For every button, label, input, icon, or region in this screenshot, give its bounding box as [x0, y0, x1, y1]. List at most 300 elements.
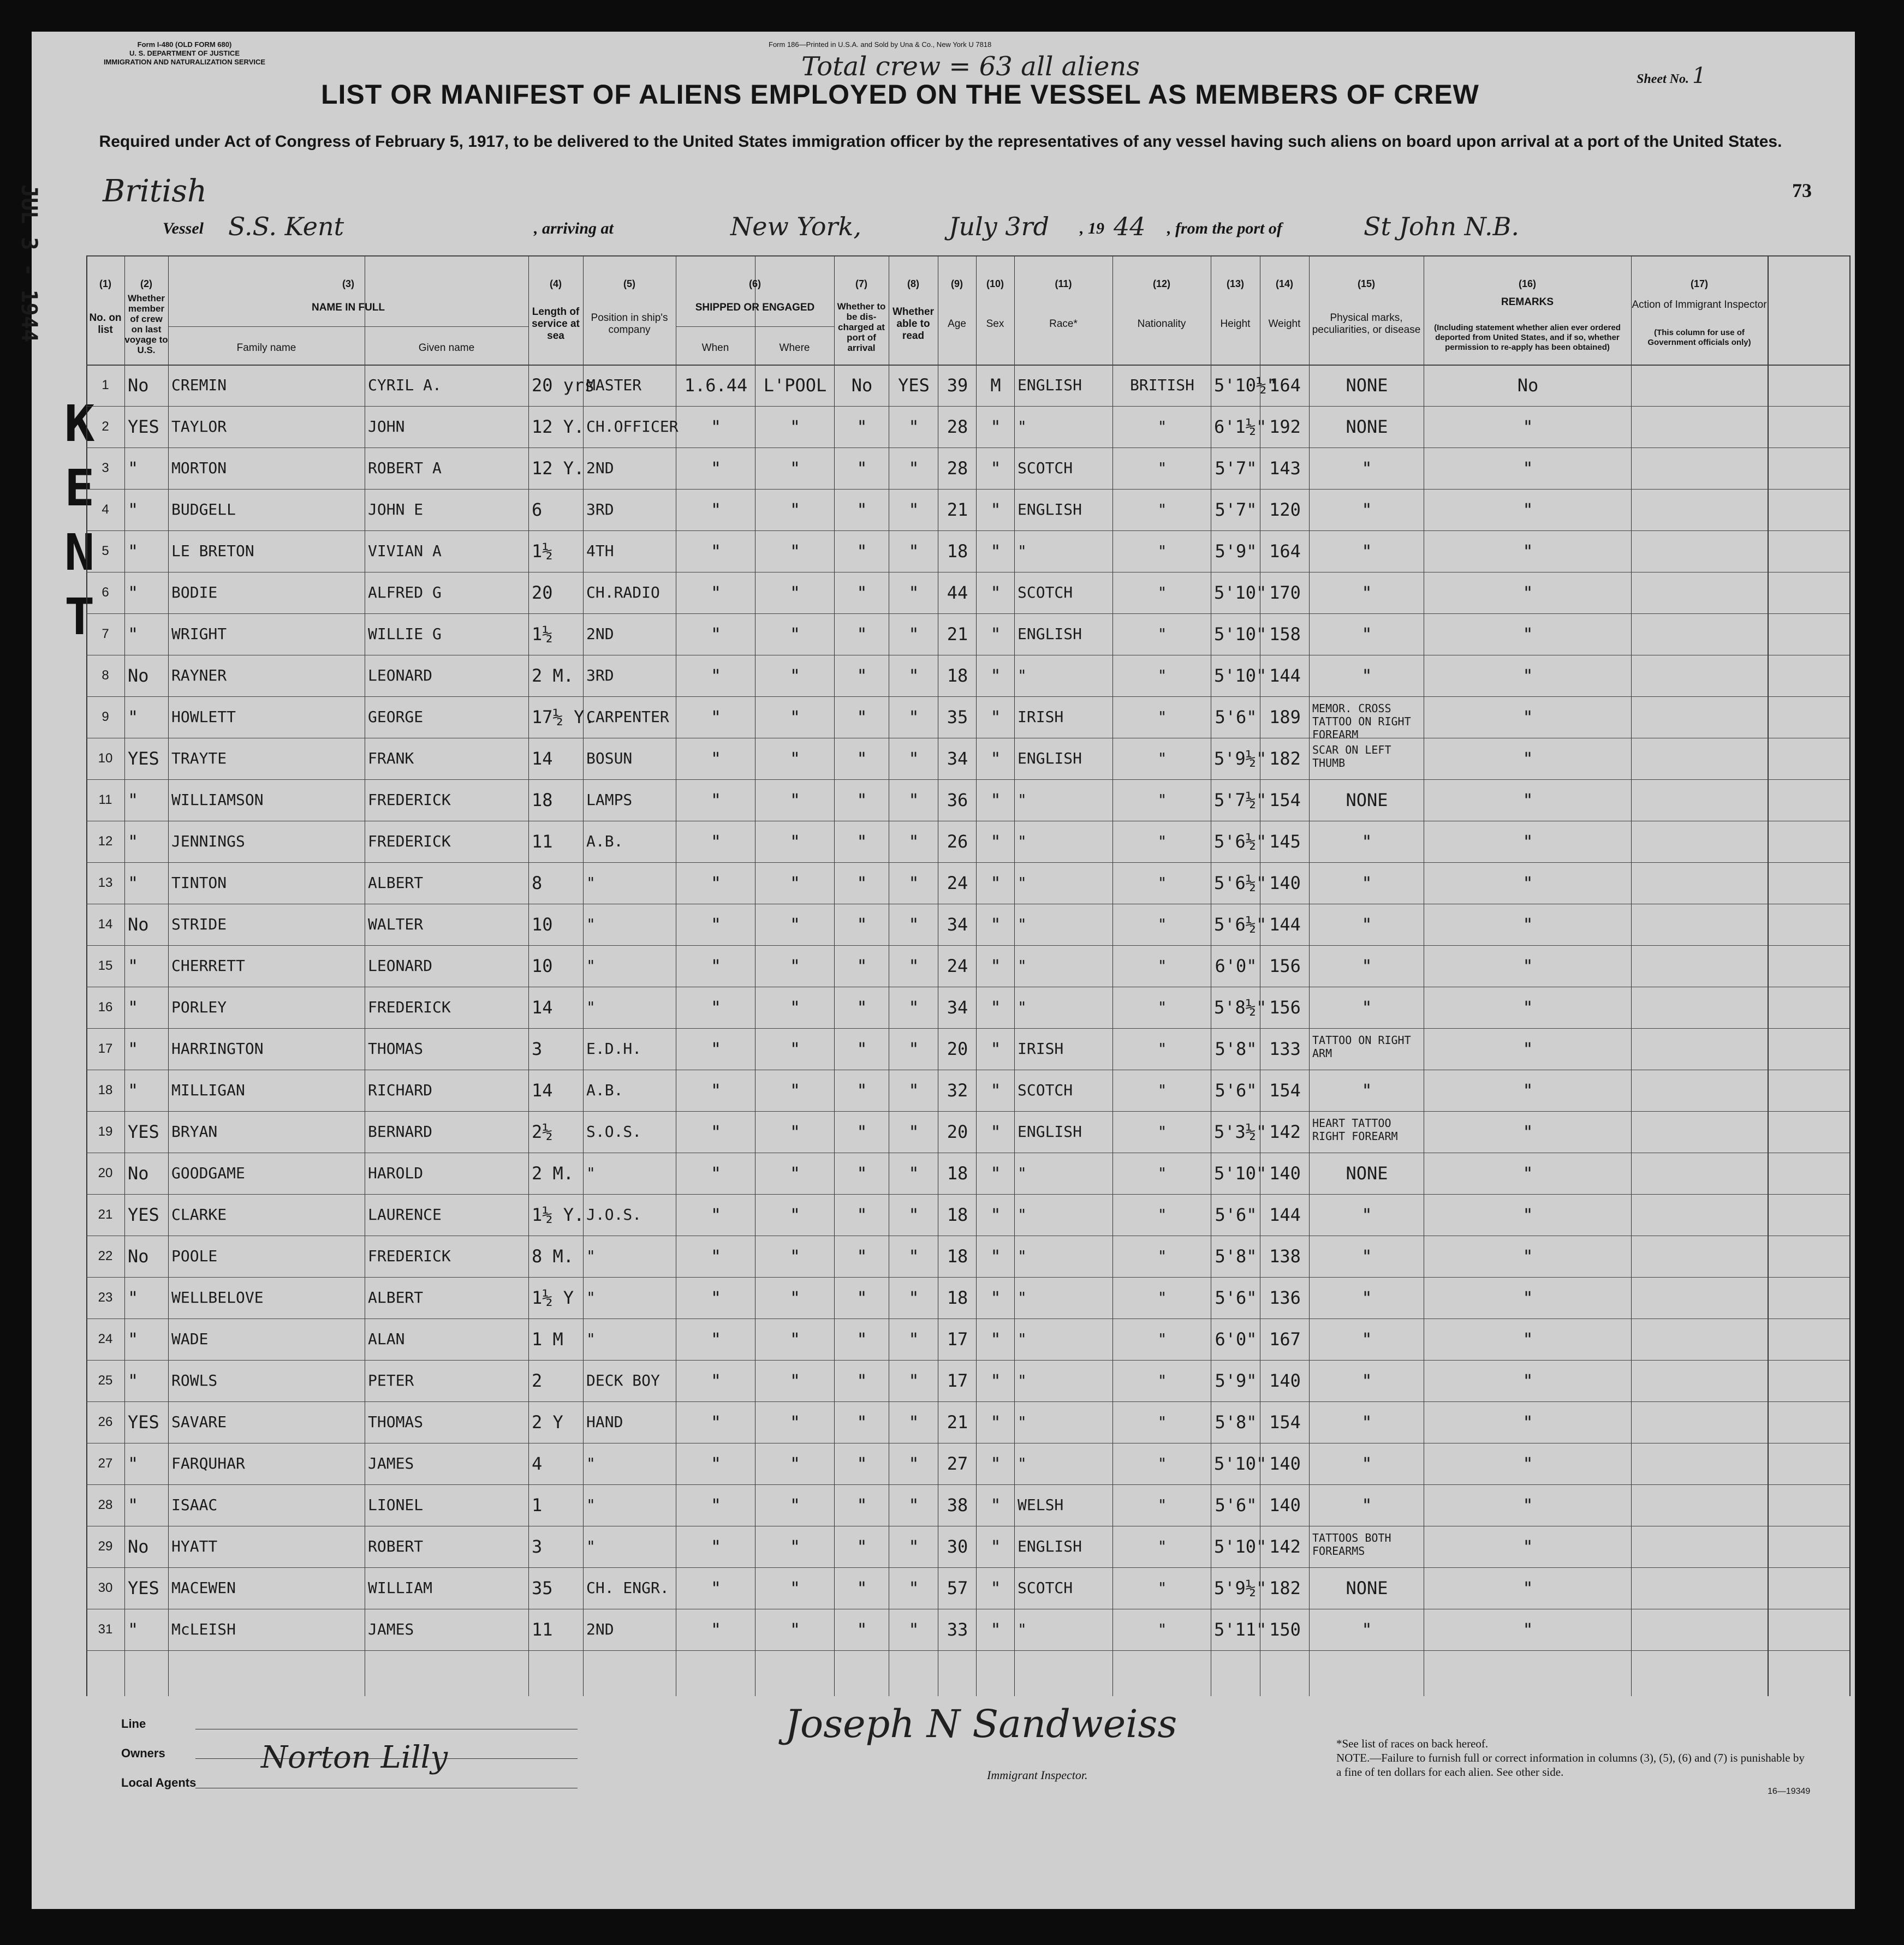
- cell-service-length: 1 M: [532, 1329, 563, 1350]
- cell-row-number: 30: [98, 1580, 113, 1595]
- cell-able-to-read: ": [908, 997, 919, 1018]
- cell-nationality: ": [1157, 708, 1167, 726]
- cell-family-name: RAYNER: [171, 666, 227, 684]
- cell-age: 27: [947, 1453, 968, 1474]
- cell-family-name: TAYLOR: [171, 417, 227, 435]
- cell-service-length: 8 M.: [532, 1246, 574, 1267]
- cell-row-number: 8: [102, 668, 109, 683]
- subheader-rule: [168, 326, 528, 327]
- cell-able-to-read: YES: [898, 375, 930, 396]
- cell-physical-marks: HEART TATTOO RIGHT FOREARM: [1312, 1117, 1398, 1143]
- cell-remarks: ": [1522, 1121, 1533, 1142]
- margin-letter: K: [64, 395, 95, 453]
- cell-family-name: WADE: [171, 1330, 209, 1348]
- cell-remarks: ": [1522, 1578, 1533, 1598]
- cell-able-to-read: ": [908, 458, 919, 479]
- cell-age: 24: [947, 873, 968, 893]
- cell-family-name: ROWLS: [171, 1371, 218, 1389]
- cell-sex: ": [990, 997, 1001, 1018]
- cell-age: 39: [947, 375, 968, 396]
- cell-able-to-read: ": [908, 1204, 919, 1225]
- cell-sex: ": [990, 1619, 1001, 1640]
- cell-sex: ": [990, 1039, 1001, 1059]
- cell-able-to-read: ": [908, 541, 919, 562]
- col-header-remarks: REMARKS: [1501, 296, 1554, 308]
- cell-age: 35: [947, 707, 968, 727]
- cell-family-name: TINTON: [171, 874, 227, 892]
- cell-remarks: ": [1522, 624, 1533, 645]
- cell-given-name: HAROLD: [368, 1164, 424, 1182]
- cell-given-name: WALTER: [368, 915, 424, 933]
- cell-shipped-where: ": [789, 499, 801, 520]
- cell-given-name: FREDERICK: [368, 1247, 451, 1265]
- column-rule: [528, 255, 529, 1696]
- cell-sex: ": [990, 1578, 1001, 1598]
- cell-race: ": [1018, 832, 1027, 850]
- cell-sex: ": [990, 1453, 1001, 1474]
- cell-discharged: ": [856, 1039, 867, 1059]
- cell-sex: ": [990, 1329, 1001, 1350]
- cell-nationality: ": [1157, 1247, 1167, 1265]
- form-number: 16—19349: [1768, 1787, 1811, 1796]
- cell-position: LAMPS: [586, 791, 633, 809]
- cell-shipped-where: L'POOL: [763, 375, 827, 396]
- cell-given-name: ALBERT: [368, 874, 424, 892]
- cell-shipped-where: ": [789, 1619, 801, 1640]
- cell-nationality: ": [1157, 1123, 1167, 1141]
- col-header-action-sub: (This column for use of Government officials only): [1647, 328, 1751, 347]
- cell-able-to-read: ": [908, 873, 919, 893]
- cell-discharged: ": [856, 914, 867, 935]
- cell-position: CH.RADIO: [586, 583, 660, 601]
- cell-prev-voyage: ": [128, 1329, 139, 1350]
- cell-prev-voyage: No: [128, 1246, 149, 1267]
- cell-shipped-where: ": [789, 956, 801, 976]
- col-header-physical-marks: Physical marks, peculiarities, or disease: [1312, 312, 1421, 336]
- cell-physical-marks: ": [1361, 956, 1372, 976]
- cell-shipped-when: ": [710, 1370, 722, 1391]
- column-rule: [834, 255, 835, 1696]
- cell-remarks: ": [1522, 790, 1533, 810]
- cell-race: ": [1018, 1164, 1027, 1182]
- cell-position: A.B.: [586, 1081, 623, 1099]
- cell-height: 5'10": [1214, 582, 1267, 603]
- cell-given-name: VIVIAN A: [368, 542, 442, 560]
- cell-weight: 156: [1269, 956, 1301, 976]
- cell-row-number: 21: [98, 1207, 113, 1222]
- cell-nationality: ": [1157, 1454, 1167, 1472]
- cell-weight: 140: [1269, 1370, 1301, 1391]
- cell-weight: 138: [1269, 1246, 1301, 1267]
- cell-weight: 154: [1269, 1412, 1301, 1433]
- cell-given-name: JOHN E: [368, 500, 424, 518]
- cell-weight: 154: [1269, 1080, 1301, 1101]
- cell-remarks: ": [1522, 1039, 1533, 1059]
- cell-able-to-read: ": [908, 707, 919, 727]
- cell-prev-voyage: ": [128, 499, 139, 520]
- cell-service-length: 2 M.: [532, 665, 574, 686]
- column-number: (8): [907, 278, 919, 289]
- cell-given-name: ALBERT: [368, 1288, 424, 1306]
- cell-nationality: ": [1157, 625, 1167, 643]
- column-number: (5): [623, 278, 635, 289]
- cell-shipped-where: ": [789, 1039, 801, 1059]
- cell-position: 2ND: [586, 625, 614, 643]
- cell-physical-marks: ": [1361, 1287, 1372, 1308]
- cell-height: 5'6": [1215, 1495, 1257, 1516]
- cell-weight: 164: [1269, 375, 1301, 396]
- cell-weight: 156: [1269, 997, 1301, 1018]
- cell-shipped-where: ": [789, 458, 801, 479]
- cell-remarks: ": [1522, 873, 1533, 893]
- cell-position: 3RD: [586, 500, 614, 518]
- column-number: (2): [140, 278, 152, 289]
- cell-able-to-read: ": [908, 1495, 919, 1516]
- cell-discharged: ": [856, 1619, 867, 1640]
- cell-age: 26: [947, 831, 968, 852]
- cell-age: 38: [947, 1495, 968, 1516]
- cell-shipped-when: ": [710, 541, 722, 562]
- cell-sex: ": [990, 1246, 1001, 1267]
- cell-sex: ": [990, 831, 1001, 852]
- cell-physical-marks: ": [1361, 582, 1372, 603]
- cell-prev-voyage: ": [128, 831, 139, 852]
- cell-physical-marks: MEMOR. CROSS TATTOO ON RIGHT FOREARM: [1312, 702, 1411, 741]
- cell-nationality: ": [1157, 791, 1167, 809]
- column-rule: [168, 255, 169, 1696]
- cell-discharged: ": [856, 458, 867, 479]
- cell-remarks: ": [1522, 1619, 1533, 1640]
- cell-discharged: ": [856, 1329, 867, 1350]
- cell-age: 28: [947, 458, 968, 479]
- cell-row-number: 7: [102, 627, 109, 641]
- cell-race: WELSH: [1018, 1496, 1064, 1514]
- col-header-height: Height: [1220, 318, 1251, 330]
- vessel-nationality: British: [103, 174, 207, 209]
- cell-family-name: LE BRETON: [171, 542, 254, 560]
- cell-service-length: 12 Y.: [532, 416, 585, 437]
- manifest-footer: [86, 1702, 1849, 1904]
- total-crew-note: Total crew = 63 all aliens: [801, 51, 1140, 82]
- column-rule: [1309, 255, 1310, 1696]
- cell-weight: 140: [1269, 873, 1301, 893]
- cell-weight: 144: [1269, 1204, 1301, 1225]
- cell-shipped-where: ": [789, 1246, 801, 1267]
- margin-letter: N: [64, 523, 95, 582]
- column-number: (13): [1226, 278, 1244, 289]
- cell-row-number: 29: [98, 1539, 113, 1554]
- cell-service-length: 11: [532, 1619, 553, 1640]
- cell-race: IRISH: [1018, 708, 1064, 726]
- cell-discharged: ": [856, 873, 867, 893]
- cell-remarks: ": [1522, 1453, 1533, 1474]
- cell-physical-marks: ": [1361, 873, 1372, 893]
- cell-given-name: LAURENCE: [368, 1206, 442, 1224]
- col-header-no: No. on list: [89, 312, 122, 336]
- cell-given-name: FREDERICK: [368, 791, 451, 809]
- cell-row-number: 5: [102, 544, 109, 558]
- cell-race: ENGLISH: [1018, 749, 1082, 767]
- cell-row-number: 14: [98, 917, 113, 932]
- cell-age: 18: [947, 665, 968, 686]
- cell-service-length: 3: [532, 1536, 543, 1557]
- cell-position: 2ND: [586, 1620, 614, 1638]
- cell-age: 21: [947, 624, 968, 645]
- col-header-family: Family name: [236, 342, 296, 354]
- cell-weight: 164: [1269, 541, 1301, 562]
- cell-row-number: 25: [98, 1373, 113, 1388]
- cell-service-length: 6: [532, 499, 543, 520]
- cell-able-to-read: ": [908, 956, 919, 976]
- cell-row-number: 23: [98, 1290, 113, 1305]
- cell-weight: 182: [1269, 1578, 1301, 1598]
- page-mark: 73: [1792, 180, 1812, 201]
- cell-discharged: ": [856, 582, 867, 603]
- cell-family-name: HARRINGTON: [171, 1040, 264, 1058]
- cell-prev-voyage: No: [128, 1163, 149, 1184]
- cell-shipped-where: ": [789, 707, 801, 727]
- cell-race: ": [1018, 1247, 1027, 1265]
- cell-shipped-where: ": [789, 1287, 801, 1308]
- cell-prev-voyage: ": [128, 541, 139, 562]
- cell-shipped-where: ": [789, 873, 801, 893]
- cell-service-length: 17½ Y.: [532, 707, 595, 727]
- cell-able-to-read: ": [908, 1163, 919, 1184]
- cell-shipped-when: ": [710, 1536, 722, 1557]
- col-header-remarks-sub: (Including statement whether alien ever ordered deported from United States, and if so, whether permission to re-apply has been obtained): [1434, 323, 1621, 352]
- cell-shipped-when: ": [710, 1329, 722, 1350]
- cell-nationality: ": [1157, 1081, 1167, 1099]
- cell-discharged: ": [856, 1287, 867, 1308]
- cell-physical-marks: ": [1361, 997, 1372, 1018]
- cell-able-to-read: ": [908, 1287, 919, 1308]
- cell-able-to-read: ": [908, 790, 919, 810]
- cell-row-number: 16: [98, 1000, 113, 1015]
- act-statement: Required under Act of Congress of February 5, 1917, to be delivered to the United States immigration officer by the representatives of any vessel having such aliens on board upon arrival at a port of the United States.: [99, 133, 1782, 151]
- cell-nationality: ": [1157, 998, 1167, 1016]
- cell-remarks: ": [1522, 831, 1533, 852]
- cell-able-to-read: ": [908, 1329, 919, 1350]
- cell-weight: 140: [1269, 1453, 1301, 1474]
- cell-race: ENGLISH: [1018, 1123, 1082, 1141]
- cell-height: 5'6": [1215, 707, 1257, 727]
- cell-height: 5'9½": [1214, 748, 1267, 769]
- cell-remarks: ": [1522, 1246, 1533, 1267]
- cell-race: SCOTCH: [1018, 1579, 1073, 1597]
- cell-row-number: 13: [98, 875, 113, 890]
- agents-label: Local Agents: [121, 1776, 197, 1789]
- cell-shipped-when: ": [710, 1080, 722, 1101]
- cell-race: ": [1018, 957, 1027, 975]
- penalty-note: *See list of races on back hereof. NOTE.—Failure to furnish full or correct information in columns (3), (5), (6) and (7) is punishable by a fine of ten dollars for each alien. See other side.: [1336, 1737, 1805, 1779]
- col-header-shipped: SHIPPED OR ENGAGED: [695, 302, 815, 313]
- cell-discharged: ": [856, 790, 867, 810]
- cell-discharged: ": [856, 1495, 867, 1516]
- column-rule: [976, 255, 977, 1696]
- cell-prev-voyage: No: [128, 375, 149, 396]
- cell-able-to-read: ": [908, 1370, 919, 1391]
- cell-family-name: GOODGAME: [171, 1164, 245, 1182]
- cell-physical-marks: NONE: [1346, 1578, 1388, 1598]
- cell-shipped-where: ": [789, 1412, 801, 1433]
- cell-age: 18: [947, 1204, 968, 1225]
- cell-physical-marks: ": [1361, 458, 1372, 479]
- cell-given-name: JAMES: [368, 1454, 414, 1472]
- cell-nationality: ": [1157, 1371, 1167, 1389]
- cell-physical-marks: ": [1361, 1329, 1372, 1350]
- cell-able-to-read: ": [908, 1039, 919, 1059]
- cell-service-length: 1½: [532, 624, 553, 645]
- cell-remarks: ": [1522, 582, 1533, 603]
- col-header-action: Action of Immigrant Inspector: [1632, 299, 1767, 311]
- cell-prev-voyage: ": [128, 1370, 139, 1391]
- cell-nationality: ": [1157, 1164, 1167, 1182]
- cell-discharged: ": [856, 1453, 867, 1474]
- cell-prev-voyage: ": [128, 1287, 139, 1308]
- cell-shipped-where: ": [789, 1578, 801, 1598]
- cell-service-length: 8: [532, 873, 543, 893]
- column-rule: [124, 255, 125, 1696]
- cell-shipped-when: ": [710, 790, 722, 810]
- cell-weight: 136: [1269, 1287, 1301, 1308]
- cell-row-number: 18: [98, 1083, 113, 1097]
- cell-position: ": [586, 874, 596, 892]
- cell-row-number: 31: [98, 1622, 113, 1637]
- cell-position: CH. ENGR.: [586, 1579, 669, 1597]
- cell-family-name: TRAYTE: [171, 749, 227, 767]
- cell-service-length: 1½ Y: [532, 1287, 574, 1308]
- cell-race: IRISH: [1018, 1040, 1064, 1058]
- cell-age: 18: [947, 1246, 968, 1267]
- cell-shipped-where: ": [789, 790, 801, 810]
- cell-service-length: 4: [532, 1453, 543, 1474]
- cell-height: 5'7½": [1214, 790, 1267, 810]
- cell-physical-marks: ": [1361, 1453, 1372, 1474]
- cell-service-length: 14: [532, 997, 553, 1018]
- cell-shipped-where: ": [789, 997, 801, 1018]
- cell-weight: 167: [1269, 1329, 1301, 1350]
- cell-height: 5'7": [1215, 458, 1257, 479]
- cell-shipped-when: ": [710, 624, 722, 645]
- column-rule: [1768, 255, 1769, 1696]
- column-number: (16): [1518, 278, 1536, 289]
- cell-given-name: PETER: [368, 1371, 414, 1389]
- cell-age: 34: [947, 914, 968, 935]
- cell-able-to-read: ": [908, 416, 919, 437]
- cell-remarks: ": [1522, 416, 1533, 437]
- cell-race: SCOTCH: [1018, 1081, 1073, 1099]
- cell-nationality: ": [1157, 666, 1167, 684]
- cell-service-length: 2: [532, 1370, 543, 1391]
- cell-able-to-read: ": [908, 1412, 919, 1433]
- column-number: (14): [1275, 278, 1293, 289]
- cell-shipped-when: ": [710, 1412, 722, 1433]
- cell-shipped-when: ": [710, 416, 722, 437]
- cell-family-name: BUDGELL: [171, 500, 236, 518]
- cell-family-name: WRIGHT: [171, 625, 227, 643]
- column-number: (17): [1690, 278, 1708, 289]
- cell-able-to-read: ": [908, 1246, 919, 1267]
- cell-family-name: WELLBELOVE: [171, 1288, 264, 1306]
- cell-remarks: ": [1522, 1370, 1533, 1391]
- cell-row-number: 11: [98, 792, 112, 807]
- cell-family-name: MACEWEN: [171, 1579, 236, 1597]
- cell-prev-voyage: ": [128, 458, 139, 479]
- cell-row-number: 28: [98, 1497, 113, 1512]
- cell-weight: 144: [1269, 665, 1301, 686]
- cell-given-name: LIONEL: [368, 1496, 424, 1514]
- cell-prev-voyage: YES: [128, 748, 159, 769]
- cell-shipped-when: ": [710, 458, 722, 479]
- inspector-label: Immigrant Inspector.: [987, 1768, 1088, 1782]
- cell-height: 5'6½": [1214, 914, 1267, 935]
- cell-age: 30: [947, 1536, 968, 1557]
- cell-row-number: 19: [98, 1124, 113, 1139]
- cell-family-name: JENNINGS: [171, 832, 245, 850]
- inspector-signature: Joseph N Sandweiss: [785, 1702, 1177, 1746]
- cell-service-length: 12 Y.: [532, 458, 585, 479]
- column-number: (12): [1152, 278, 1170, 289]
- cell-family-name: BRYAN: [171, 1123, 218, 1141]
- cell-weight: 170: [1269, 582, 1301, 603]
- cell-height: 5'6": [1215, 1287, 1257, 1308]
- cell-family-name: McLEISH: [171, 1620, 236, 1638]
- cell-service-length: 2 M.: [532, 1163, 574, 1184]
- cell-shipped-when: ": [710, 831, 722, 852]
- cell-position: ": [586, 1454, 596, 1472]
- cell-family-name: ISAAC: [171, 1496, 218, 1514]
- cell-race: ": [1018, 915, 1027, 933]
- cell-service-length: 14: [532, 748, 553, 769]
- cell-race: ": [1018, 417, 1027, 435]
- cell-weight: 144: [1269, 914, 1301, 935]
- cell-sex: ": [990, 748, 1001, 769]
- cell-shipped-where: ": [789, 1080, 801, 1101]
- col-header-where: Where: [779, 342, 810, 354]
- col-header-when: When: [701, 342, 729, 354]
- cell-age: 18: [947, 1287, 968, 1308]
- cell-physical-marks: ": [1361, 541, 1372, 562]
- cell-row-number: 24: [98, 1332, 113, 1346]
- cell-family-name: BODIE: [171, 583, 218, 601]
- cell-discharged: ": [856, 1246, 867, 1267]
- cell-shipped-where: ": [789, 665, 801, 686]
- cell-weight: 189: [1269, 707, 1301, 727]
- cell-prev-voyage: YES: [128, 1204, 159, 1225]
- cell-height: 5'3½": [1214, 1121, 1267, 1142]
- cell-given-name: WILLIAM: [368, 1579, 433, 1597]
- margin-letter: E: [64, 459, 95, 517]
- cell-service-length: 14: [532, 1080, 553, 1101]
- cell-given-name: ALFRED G: [368, 583, 442, 601]
- cell-race: ENGLISH: [1018, 1537, 1082, 1555]
- cell-given-name: FREDERICK: [368, 998, 451, 1016]
- cell-family-name: CLARKE: [171, 1206, 227, 1224]
- cell-physical-marks: ": [1361, 1370, 1372, 1391]
- cell-height: 5'10": [1214, 1536, 1267, 1557]
- cell-sex: ": [990, 458, 1001, 479]
- column-rule: [1014, 255, 1015, 1696]
- cell-position: CH.OFFICER: [586, 417, 679, 435]
- cell-able-to-read: ": [908, 1536, 919, 1557]
- cell-position: 4TH: [586, 542, 614, 560]
- cell-row-number: 9: [102, 709, 109, 724]
- cell-given-name: WILLIE G: [368, 625, 442, 643]
- cell-nationality: ": [1157, 1579, 1167, 1597]
- column-number: (7): [855, 278, 867, 289]
- cell-remarks: ": [1522, 499, 1533, 520]
- cell-physical-marks: ": [1361, 624, 1372, 645]
